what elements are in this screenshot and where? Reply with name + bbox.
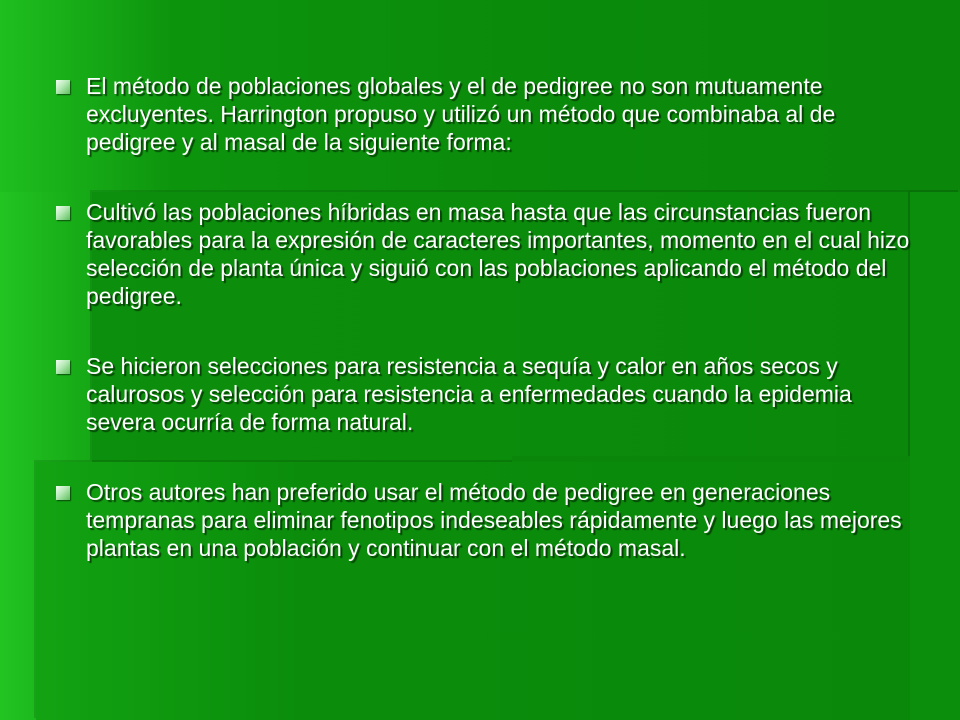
- bullet-text-1: El método de poblaciones globales y el de pedigree no son mutuamente excluyentes. Harrington propuso y utilizó un método que combinaba al de pedigree y al masal de la siguiente forma:: [86, 73, 836, 155]
- square-bullet-icon: [56, 486, 70, 500]
- bullet-list: [56, 72, 926, 604]
- bullet-item-2: [56, 198, 926, 310]
- bullet-text-4: Otros autores han preferido usar el método de pedigree en generaciones tempranas para eliminar fenotipos indeseables rápidamente y luego las mejores plantas en una población y continuar con el método masal.: [86, 479, 902, 561]
- bullet-item-1: [56, 72, 926, 156]
- square-bullet-icon: [56, 360, 70, 374]
- square-bullet-icon: [56, 206, 70, 220]
- bullet-text-2: Cultivó las poblaciones híbridas en masa hasta que las circunstancias fueron favorables para la expresión de caracteres importantes, momento en el cual hizo selección de planta única y siguió con las poblaciones aplicando el método del pedigree.: [86, 199, 910, 309]
- square-bullet-icon: [56, 80, 70, 94]
- bullet-item-3: [56, 352, 926, 436]
- bullet-item-4: [56, 478, 926, 562]
- bullet-text-3: Se hicieron selecciones para resistencia a sequía y calor en años secos y calurosos y selección para resistencia a enfermedades cuando la epidemia severa ocurría de forma natural.: [86, 353, 852, 435]
